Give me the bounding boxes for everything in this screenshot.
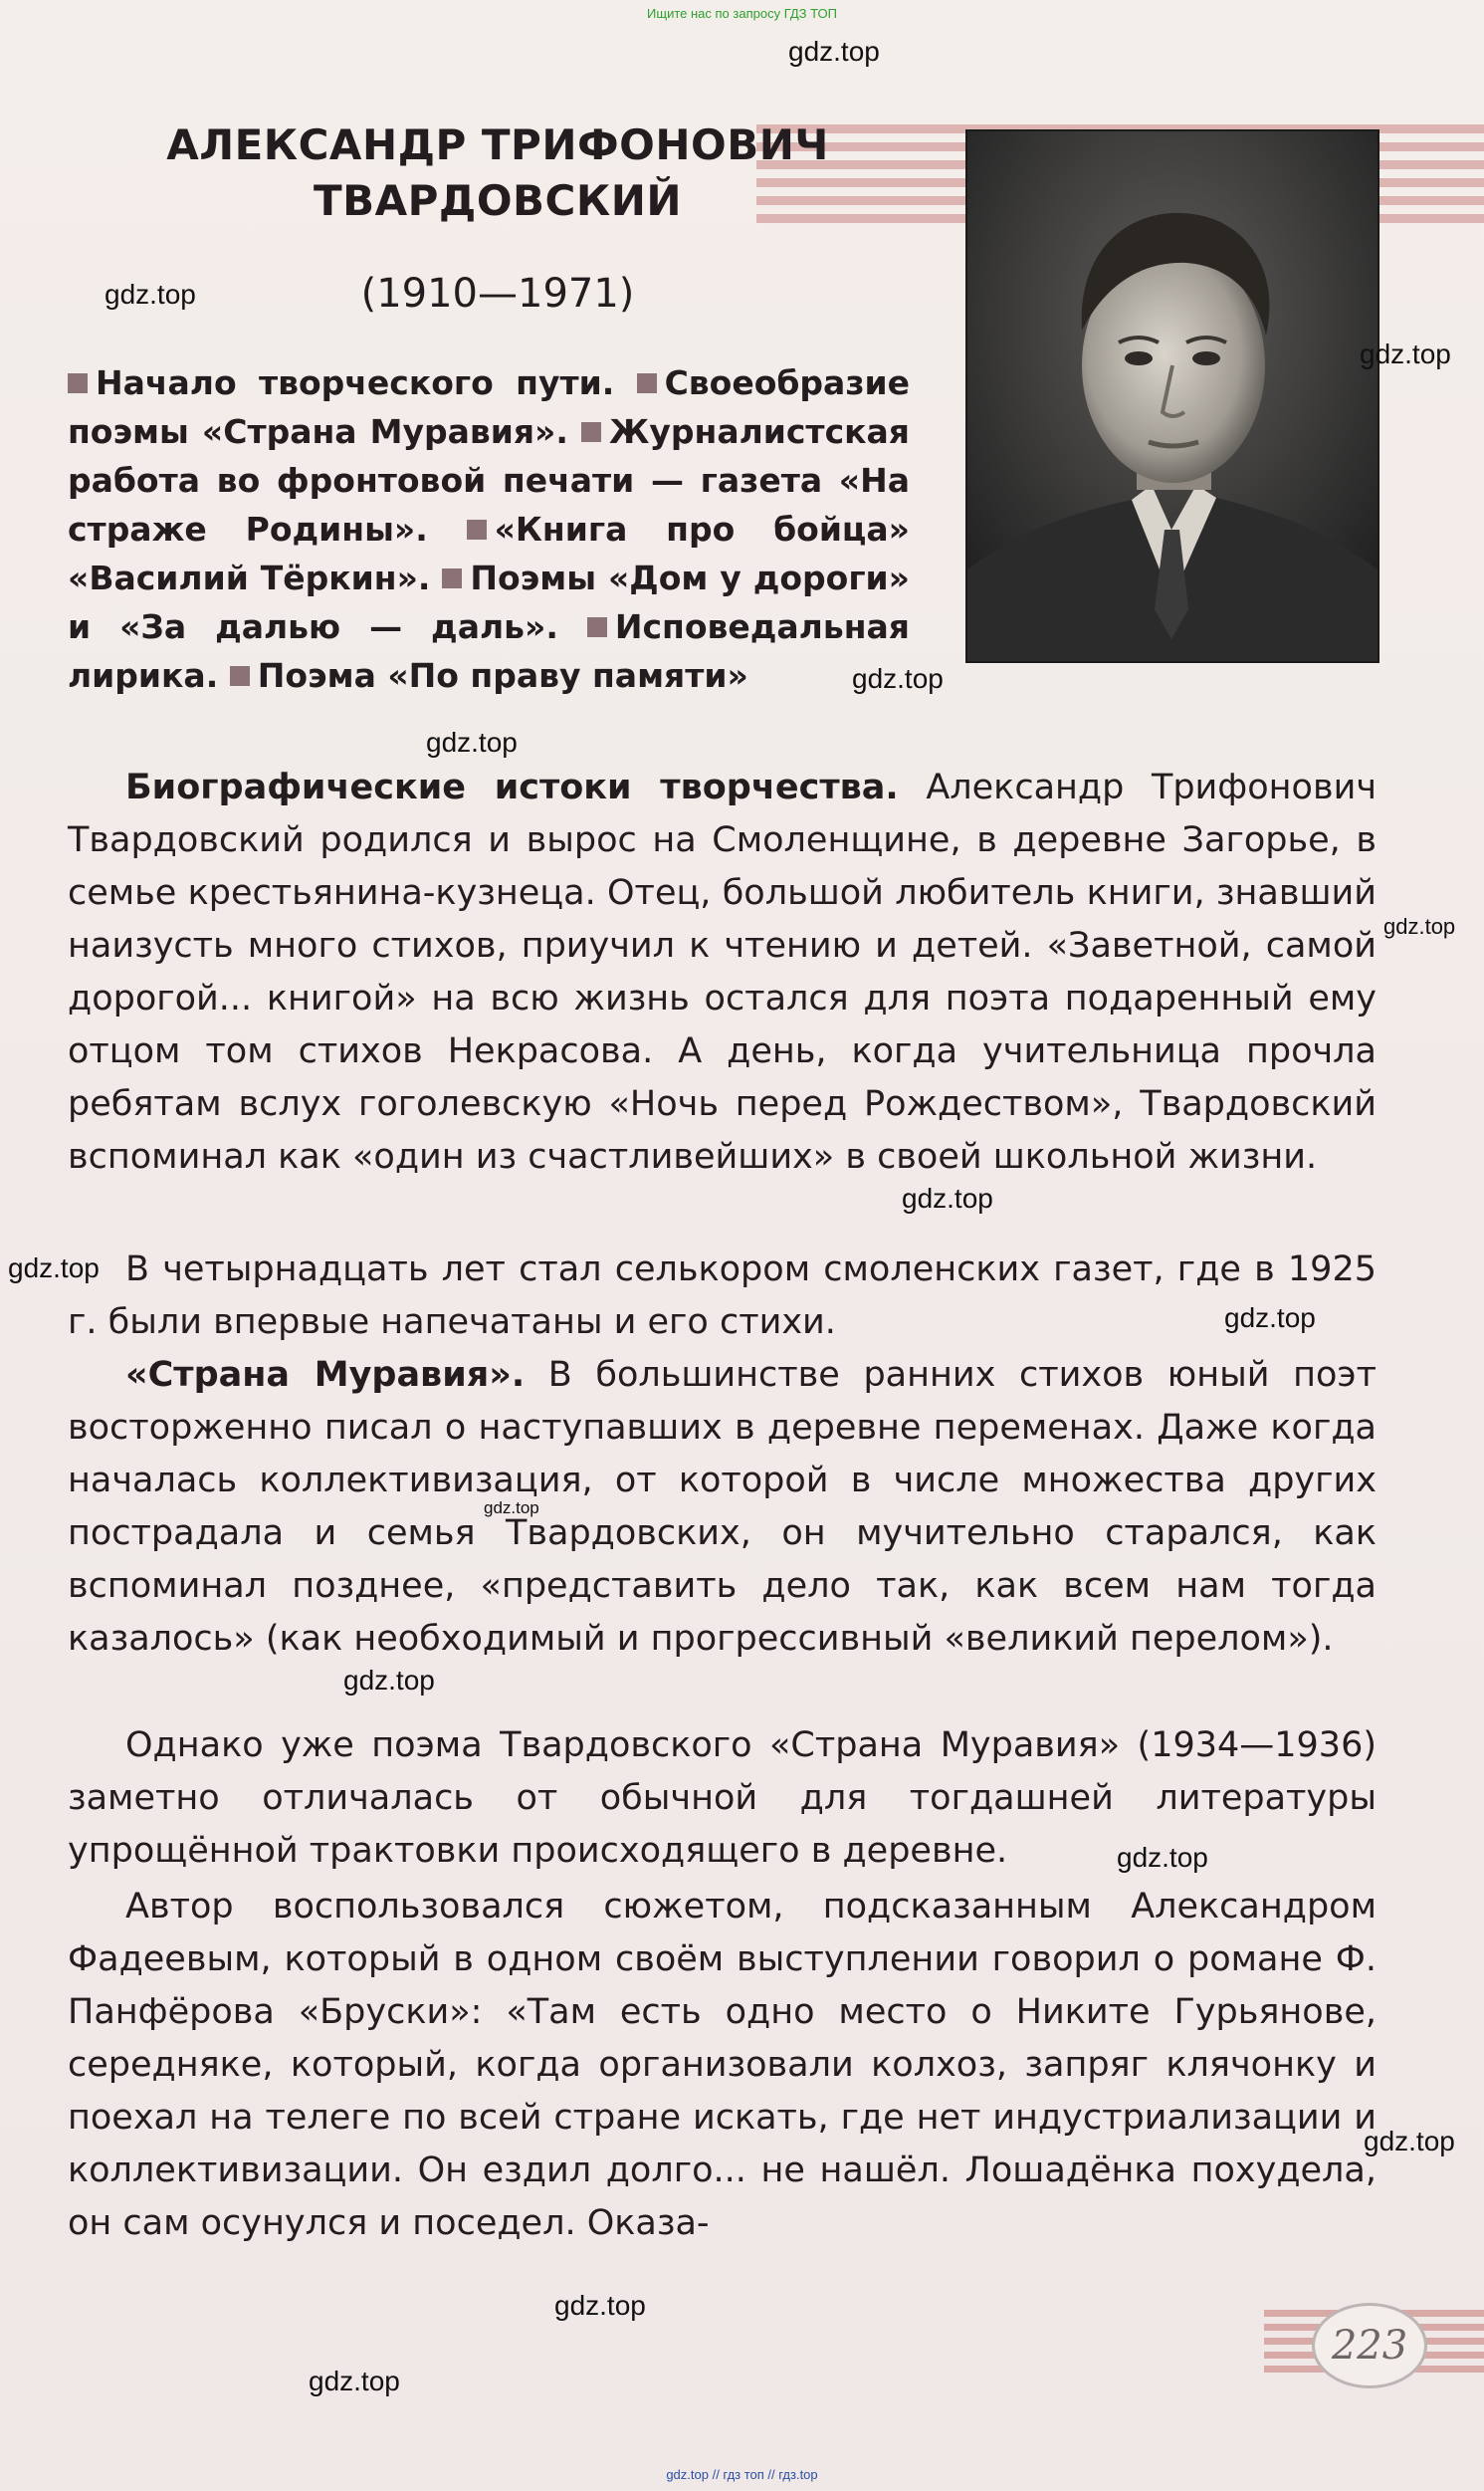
author-name-line1: АЛЕКСАНДР ТРИФОНОВИЧ (166, 120, 829, 169)
summary-item: Начало творческого пути. (96, 363, 615, 402)
summary-item: «Книга про бойца» «Василий Тёркин». (68, 510, 910, 597)
page-number: 223 (1312, 2303, 1427, 2388)
watermark: gdz.top (1117, 1842, 1208, 1873)
bullet-square-icon (442, 568, 462, 588)
summary-item: Журналистская работа во фронтовой печати — газета «На страже Родины». (68, 412, 910, 549)
bullet-square-icon (467, 520, 487, 540)
watermark: gdz.top (1360, 339, 1451, 369)
paragraph-plot-source (68, 1881, 1377, 2250)
watermark: gdz.top (902, 1183, 993, 1214)
author-name-line2: ТВАРДОВСКИЙ (313, 176, 683, 225)
paragraph-biography (68, 762, 1377, 1184)
watermark: gdz.top (554, 2290, 646, 2321)
summary-item: Поэмы «Дом у дороги» и «За далью — даль». (68, 559, 910, 646)
summary-item: Своеобразие поэмы «Страна Муравия». (68, 363, 910, 451)
paragraph-text: Однако уже поэма Твардовского «Страна Муравия» (1934—1936) заметно отличалась от обычной для тогдашней литературы упрощённой трактовки происходящего в деревне. (68, 1725, 1377, 1871)
paragraph-text: Автор воспользовался сюжетом, подсказанным Александром Фадеевым, который в одном своём выступлении говорил о романе Ф. Панфёрова «Бруски»: «Там есть одно место о Никите Гурьянове, середняке, который, когда организовали колхоз, запряг клячонку и поехал на телеге по всей стране искать, где нет индустриализации и коллективизации. Он ездил долго... не нашёл. Лошадёнка похудела, он сам осунулся и поседел. Оказа- (68, 1887, 1377, 2243)
bullet-square-icon (587, 617, 607, 637)
paragraph-strana-muraviya (68, 1349, 1377, 1666)
summary-item: Поэма «По праву памяти» (257, 656, 748, 695)
bullet-square-icon (581, 422, 601, 442)
watermark: gdz.top (343, 1665, 435, 1696)
bullet-square-icon (230, 666, 250, 686)
top-notice[interactable]: Ищите нас по запросу ГДЗ ТОП (647, 6, 837, 21)
paragraph-text: Александр Трифонович Твардовский родился и вырос на Смоленщине, в деревне Загорье, в семье крестьянина-кузнеца. Отец, большой любитель книги, знавший наизусть много стихов, приучил к чтению и детей. «Заветной, самой дорогой... книгой» на всю жизнь остался для поэта подаренный ему отцом том стихов Некрасова. А день, когда учительница прочла ребятам вслух гоголевскую «Ночь перед Рождеством», Твардовский вспоминал как «один из счастливейших» в своей школьной жизни. (68, 768, 1377, 1177)
paragraph-first-poems (68, 1244, 1377, 1349)
paragraph-text: В четырнадцать лет стал селькором смоленских газет, где в 1925 г. были впервые напечатаны и его стихи. (68, 1249, 1377, 1342)
paragraph-lead: Биографические истоки творчества. (125, 768, 899, 807)
bullet-square-icon (637, 373, 657, 393)
author-years: (1910—1971) (360, 271, 635, 317)
watermark: gdz.top (1224, 1302, 1316, 1333)
watermark: gdz.top (1383, 914, 1456, 939)
watermark: gdz.top (8, 1252, 100, 1283)
author-portrait-photo-icon (967, 131, 1378, 661)
author-name (100, 117, 896, 229)
chapter-summary (68, 358, 910, 700)
author-portrait (965, 129, 1379, 663)
watermark: gdz.top (484, 1498, 539, 1517)
watermark: gdz.top (105, 279, 196, 310)
bottom-notice[interactable]: gdz.top // гдз топ // гдз.top (666, 2467, 818, 2482)
paragraph-lead: «Страна Муравия». (125, 1355, 526, 1395)
watermark: gdz.top (788, 36, 880, 67)
paragraph-text: В большинстве ранних стихов юный поэт восторженно писал о наступавших в деревне переменах. Даже когда началась коллективизация, от которой в числе множества других пострадала и семья Твардовских, он мучительно старался, как вспоминал позднее, «представить дело так, как всем нам тогда казалось» (как необходимый и прогрессивный «великий перелом»). (68, 1355, 1378, 1659)
watermark: gdz.top (1364, 2126, 1455, 2156)
watermark: gdz.top (426, 727, 518, 758)
watermark: gdz.top (852, 663, 944, 694)
bullet-square-icon (68, 373, 88, 393)
summary-item: Исповедальная лирика. (68, 607, 910, 695)
watermark: gdz.top (309, 2366, 400, 2396)
